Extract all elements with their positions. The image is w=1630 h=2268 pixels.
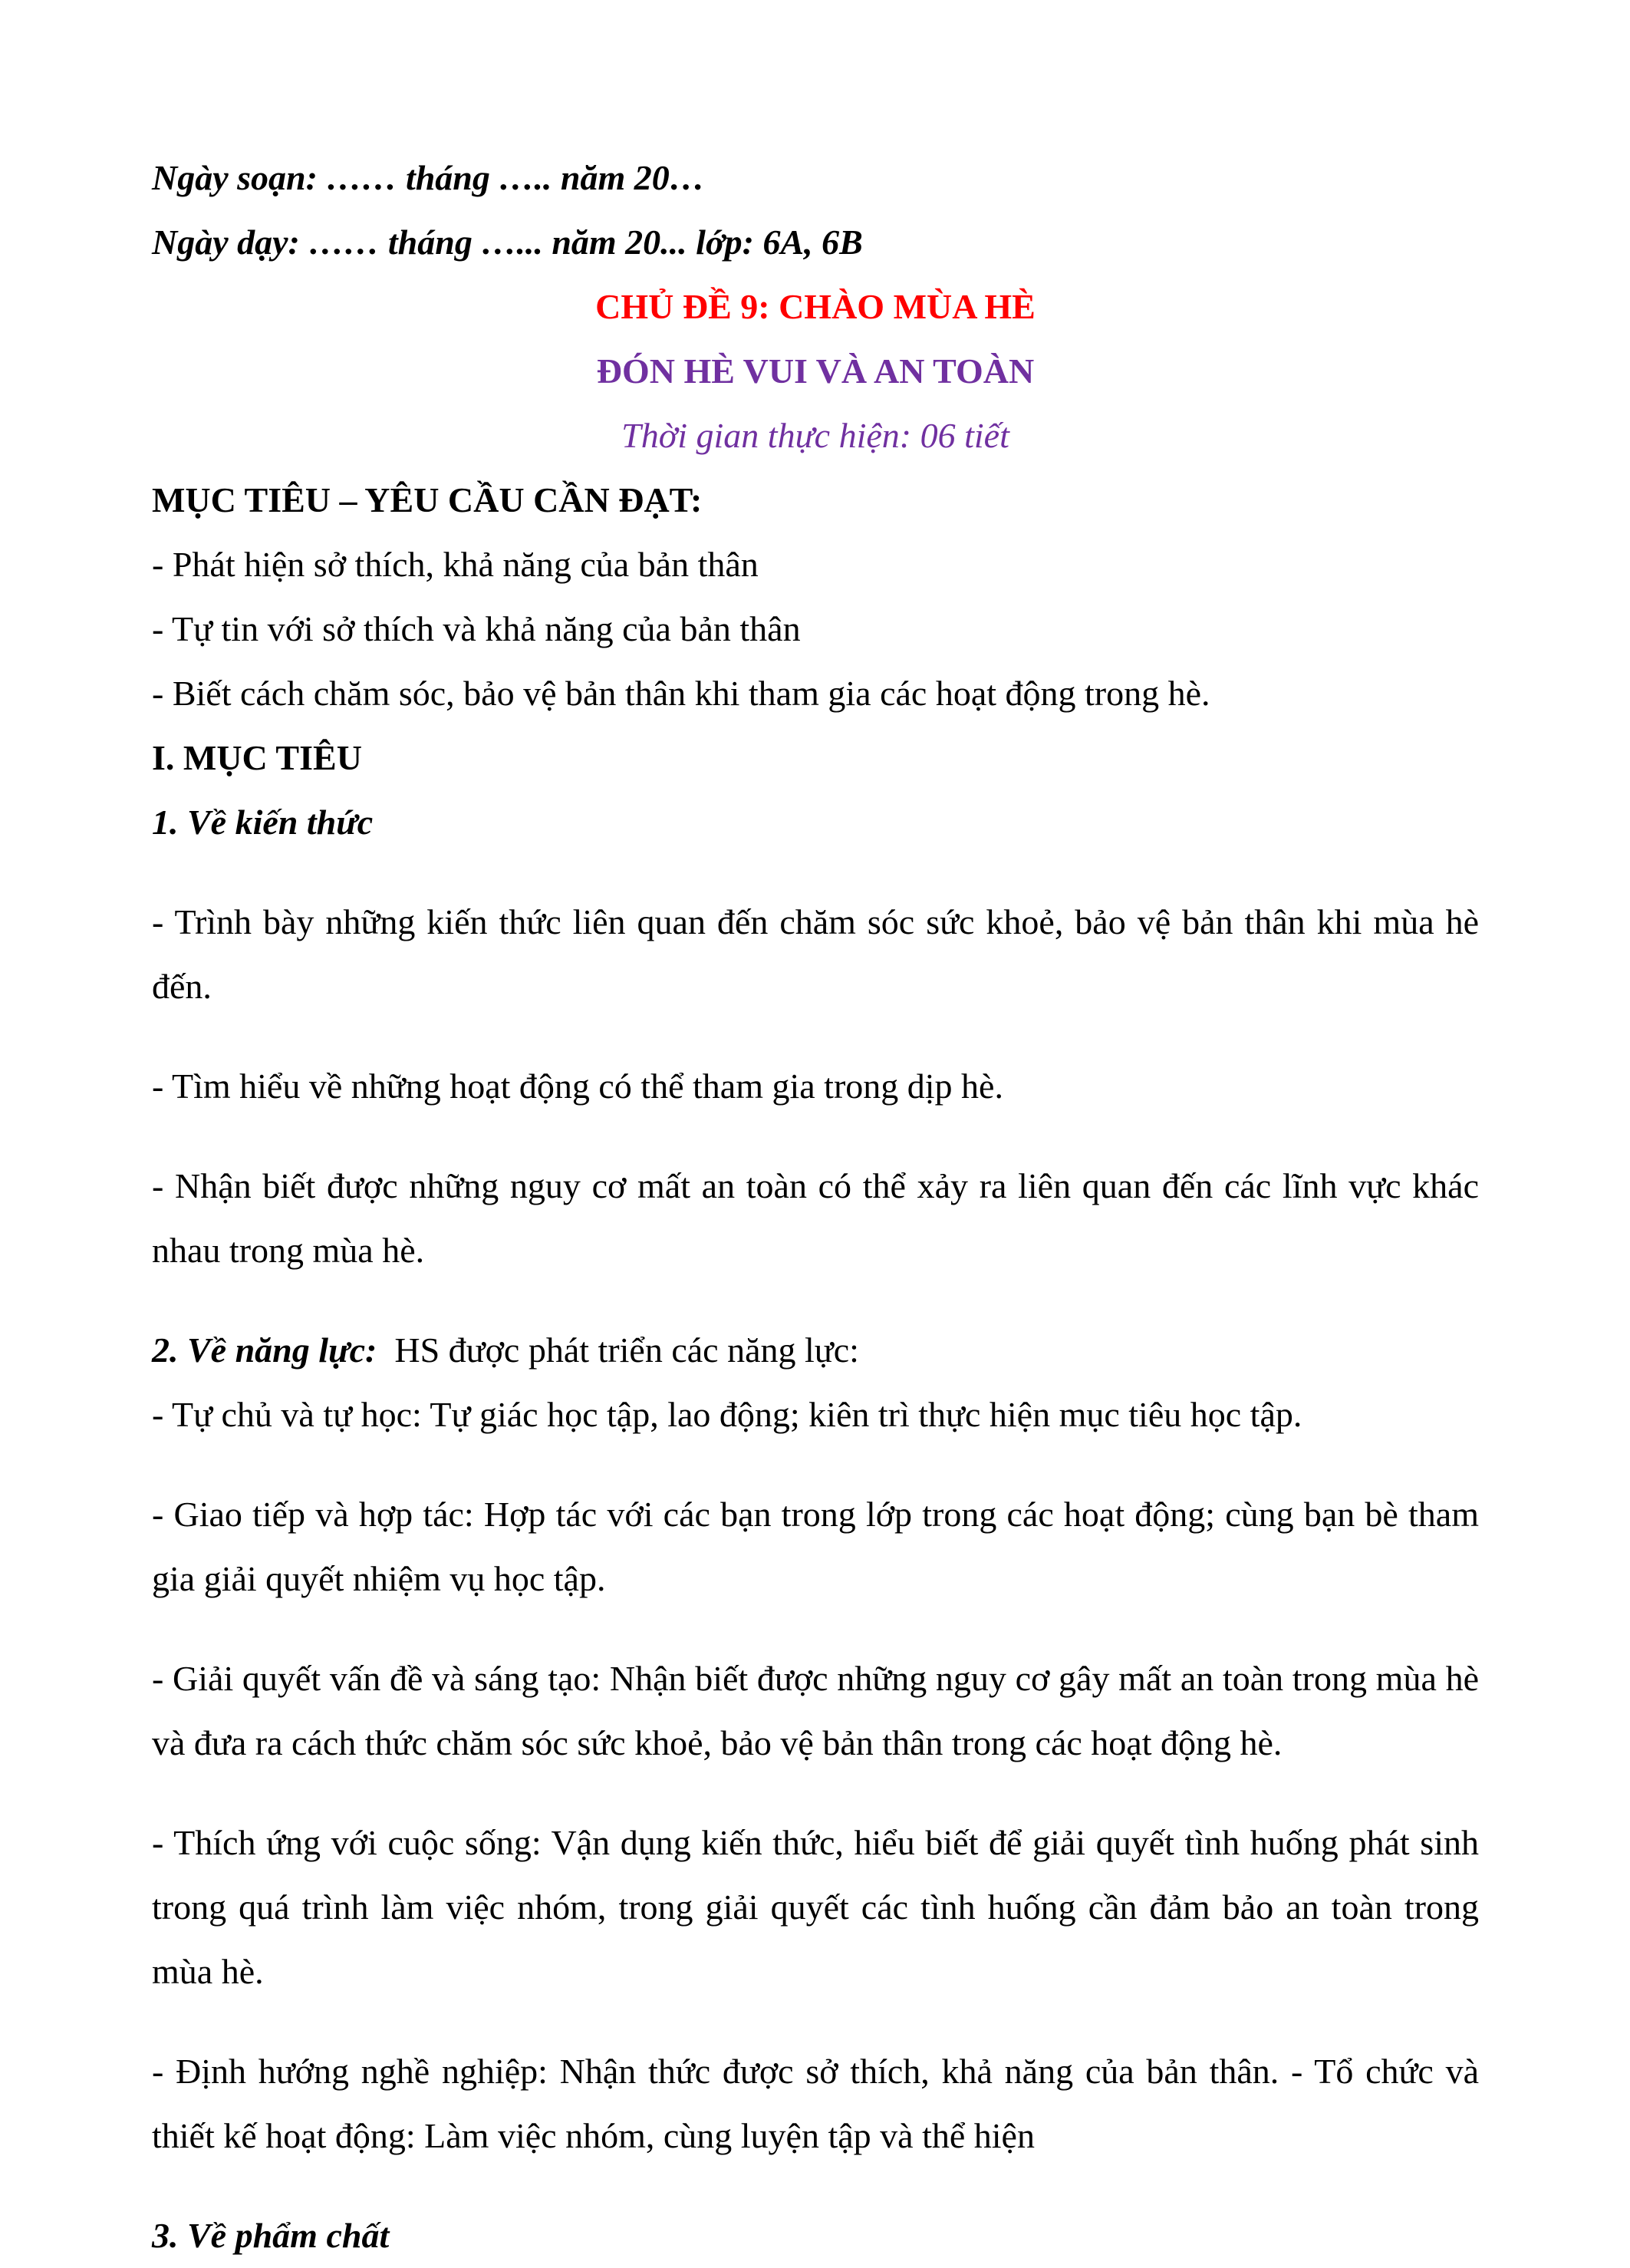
knowledge-item: - Trình bày những kiến thức liên quan đến chăm sóc sức khoẻ, bảo vệ bản thân khi mùa hè đến.: [152, 902, 1479, 1006]
objectives-summary-item: - Tự tin với sở thích và khả năng của bản thân: [152, 609, 801, 648]
competence-item: - Định hướng nghề nghiệp: Nhận thức được sở thích, khả năng của bản thân. - Tổ chức và thiết kế hoạt động: Làm việc nhóm, cùng luyện tập và thể hiện: [152, 2052, 1479, 2155]
competence-intro: HS được phát triển các năng lực:: [394, 1330, 859, 1370]
knowledge-item: - Nhận biết được những nguy cơ mất an toàn có thể xảy ra liên quan đến các lĩnh vực khác nhau trong mùa hè.: [152, 1166, 1479, 1270]
competence-item: - Giải quyết vấn đề và sáng tạo: Nhận biết được những nguy cơ gây mất an toàn trong mùa hè và đưa ra cách thức chăm sóc sức khoẻ, bảo vệ bản thân trong các hoạt động hè.: [152, 1659, 1479, 1762]
objectives-summary-item: - Biết cách chăm sóc, bảo vệ bản thân khi tham gia các hoạt động trong hè.: [152, 674, 1210, 713]
knowledge-heading: 1. Về kiến thức: [152, 803, 374, 842]
topic-title: CHỦ ĐỀ 9: CHÀO MÙA HÈ: [595, 287, 1036, 326]
competence-item: - Giao tiếp và hợp tác: Hợp tác với các bạn trong lớp trong các hoạt động; cùng bạn bè tham gia giải quyết nhiệm vụ học tập.: [152, 1495, 1479, 1598]
competence-heading: 2. Về năng lực:: [152, 1330, 377, 1370]
section-heading: I. MỤC TIÊU: [152, 738, 362, 777]
objectives-summary-item: - Phát hiện sở thích, khả năng của bản thân: [152, 545, 759, 584]
qualities-heading: 3. Về phẩm chất: [152, 2216, 390, 2255]
topic-duration: Thời gian thực hiện: 06 tiết: [621, 416, 1009, 455]
competence-item: - Tự chủ và tự học: Tự giác học tập, lao động; kiên trì thực hiện mục tiêu học tập.: [152, 1395, 1302, 1434]
date-prepared: Ngày soạn: …… tháng ….. năm 20…: [152, 158, 705, 197]
date-taught: Ngày dạy: …… tháng …... năm 20... lớp: 6A, 6B: [152, 223, 863, 262]
competence-item: - Thích ứng với cuộc sống: Vận dụng kiến thức, hiểu biết để giải quyết tình huống phát sinh trong quá trình làm việc nhóm, trong giải quyết các tình huống cần đảm bảo an toàn trong mùa hè.: [152, 1823, 1479, 1991]
objectives-summary-heading: MỤC TIÊU – YÊU CẦU CẦN ĐẠT:: [152, 480, 703, 519]
knowledge-item: - Tìm hiểu về những hoạt động có thể tham gia trong dịp hè.: [152, 1066, 1003, 1106]
document-page: [152, 146, 1479, 2268]
competence-paragraph: [152, 1318, 1479, 1383]
topic-subtitle: ĐÓN HÈ VUI VÀ AN TOÀN: [596, 351, 1035, 391]
